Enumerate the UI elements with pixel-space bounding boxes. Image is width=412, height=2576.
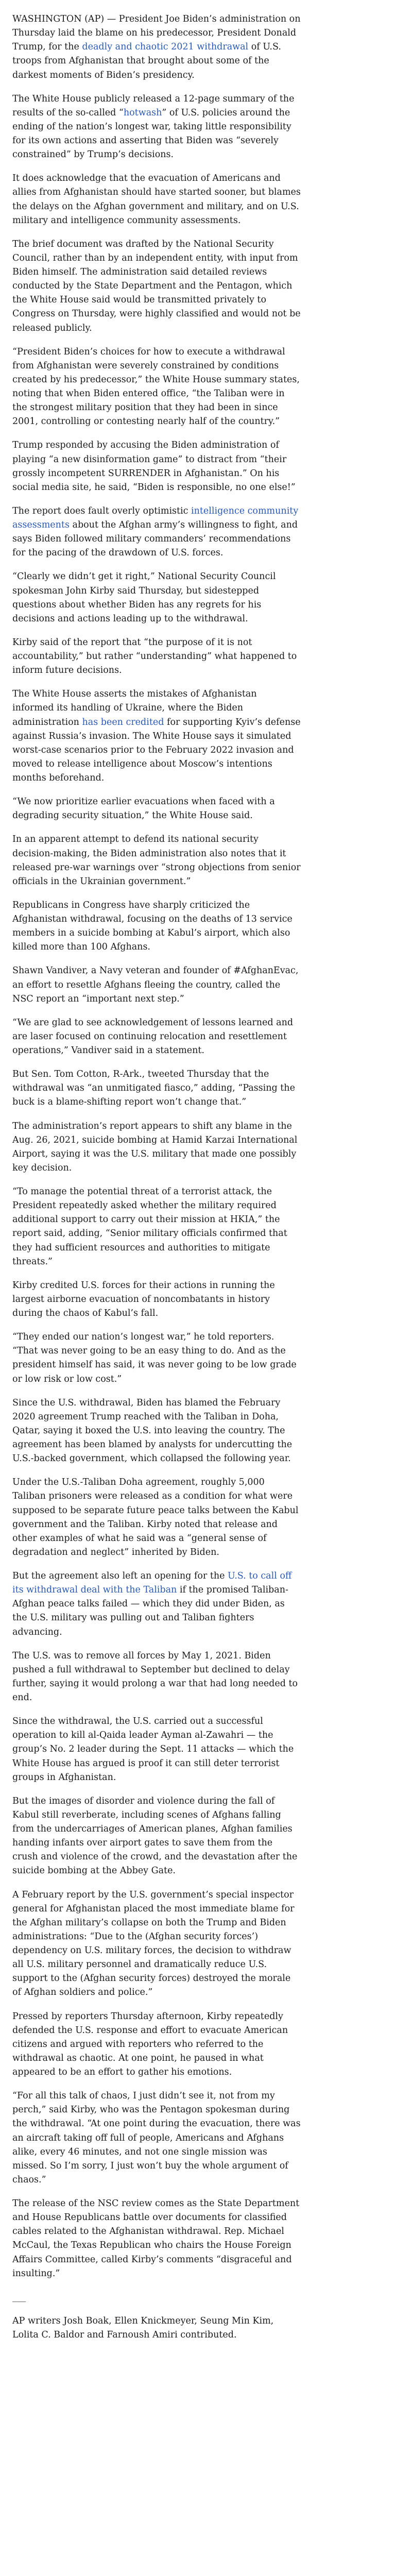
article-paragraph-4: The brief document was drafted by the National Security Council, rather than by an independent entity, with input from Biden himself. The administration said detailed reviews conducted by the State Department and the Pentagon, which the White House said would be transmitted privately to Congress on Thursday, were highly classified and would not be released publicly.	[12, 239, 301, 333]
article-paragraph-20: “They ended our nation’s longest war,” he told reporters. “That was never going to be an easy thing to do. And as the president himself has said, it was never going to be low grade or low risk or low cost.”	[12, 1332, 297, 1384]
article-paragraph-24: The U.S. was to remove all forces by May 1, 2021. Biden pushed a full withdrawal to September but declined to delay further, saying it would prolong a war that had long needed to end.	[12, 1650, 298, 1703]
article-paragraph-27: A February report by the U.S. government’s special inspector general for Afghanistan placed the most immediate blame for the Afghan military’s collapse on both the Trump and Biden administrations: “Due to the (Afghan security forces’) dependency on U.S. military forces, the decision to withdraw all U.S. military personnel and dramatically reduce U.S. support to the (Afghan security forces) destroyed the morale of Afghan soldiers and police.”	[12, 1889, 295, 1998]
article-paragraph-2: The White House publicly released a 12-page summary of the results of the so-called “hotwash” of U.S. policies around the ending of the nation’s longest war, taking little responsibility for its own actions and asserting that Biden was “severely constrained” by Trump’s decisions.	[12, 93, 295, 160]
article-paragraph-19: Kirby credited U.S. forces for their actions in running the largest airborne evacuation of noncombatants in history during the chaos of Kabul’s fall.	[12, 1280, 275, 1318]
article-paragraph-3: It does acknowledge that the evacuation of Americans and allies from Afghanistan should have started sooner, but blames the delays on the Afghan government and military, and on U.S. military and intelligence community assessments.	[12, 173, 301, 226]
article-paragraph-10: The White House asserts the mistakes of Afghanistan informed its handling of Ukraine, where the Biden administration has been credited for supporting Kyiv’s defense against Russia’s invasion. The White House says it simulated worst-case scenarios prior to the February 2022 invasion and moved to release intelligence about Moscow’s intentions months beforehand.	[12, 689, 301, 783]
link-hotwash[interactable]: hotwash	[123, 107, 162, 118]
article-paragraph-29: “For all this talk of chaos, I just didn’t see it, not from my perch,” said Kirby, who was the Pentagon spokesman during the withdrawal. “At one point during the evacuation, there was an aircraft taking off full of people, Americans and Afghans alike, every 46 minutes, and not one single mission was missed. So I’m sorry, I just won’t buy the whole argument of chaos.”	[12, 2091, 301, 2185]
link-has-been-credited[interactable]: has been credited	[82, 717, 164, 727]
article-paragraph-30: The release of the NSC review comes as the State Department and House Republicans battle over documents for classified cables related to the Afghanistan withdrawal. Rep. Michael McCaul, the Texas Republican who chairs the House Foreign Affairs Committee, called Kirby’s comments “disgraceful and insulting.”	[12, 2198, 300, 2279]
article-paragraph-17: The administration’s report appears to shift any blame in the Aug. 26, 2021, suicide bombing at Hamid Karzai International Airport, saying it was the U.S. military that made one possibly key decision.	[12, 1121, 298, 1173]
separator-underscores: ___	[12, 2292, 26, 2302]
article-paragraph-6: Trump responded by accusing the Biden administration of playing “a new disinformation game” to distract from “their grossly incompetent SURRENDER in Afghanistan.” On his social media site, he said, “Biden is responsible, no one else!”	[12, 440, 296, 493]
article-paragraph-8: “Clearly we didn’t get it right,” National Security Council spokesman John Kirby said Thursday, but sidestepped questions about whether Biden has any regrets for his decisions and actions leading up to the withdrawal.	[12, 571, 276, 624]
article-paragraph-1: WASHINGTON (AP) — President Joe Biden’s administration on Thursday laid the blame on his predecessor, President Donald Trump, for the deadly and chaotic 2021 withdrawal of U.S. troops from Afghanistan that brought about some of the darkest moments of Biden’s presidency.	[12, 14, 301, 80]
link-call-off-withdrawal-deal[interactable]: U.S. to call off its withdrawal deal with the Taliban	[12, 1571, 292, 1596]
article-paragraph-9: Kirby said of the report that “the purpose of it is not accountability,” but rather “understanding” what happened to inform future decisions.	[12, 637, 297, 676]
article-paragraph-5: “President Biden’s choices for how to execute a withdrawal from Afghanistan were severely constrained by conditions created by his predecessor,” the White House summary states, noting that when Biden entered office, “the Taliban were in the strongest military position that they had been in since 2001, controlling or contesting nearly half of the country.”	[12, 346, 300, 427]
article-paragraph-23: But the agreement also left an opening for the U.S. to call off its withdrawal deal with the Taliban if the promised Taliban-Afghan peace talks failed — which they did under Biden, as the U.S. military was pulling out and Taliban fighters advancing.	[12, 1571, 292, 1637]
article-paragraph-21: Since the U.S. withdrawal, Biden has blamed the February 2020 agreement Trump reached with the Taliban in Doha, Qatar, saying it boxed the U.S. into leaving the country. The agreement has been blamed by analysts for undercutting the U.S.-backed government, which collapsed the following year.	[12, 1397, 293, 1464]
link-intelligence-assessments[interactable]: intelligence community assessments	[12, 505, 299, 530]
article-paragraph-26: But the images of disorder and violence during the fall of Kabul still reverberate, including scenes of Afghans falling from the undercarriages of American planes, Afghan families handing infants over airport gates to save them from the crush and violence of the crowd, and the devastation after the suicide bombing at the Abbey Gate.	[12, 1795, 298, 1876]
article-paragraph-15: “We are glad to see acknowledgement of lessons learned and are laser focused on continuing relocation and resettlement operations,” Vandiver said in a statement.	[12, 1017, 294, 1056]
article-paragraph-14: Shawn Vandiver, a Navy veteran and founder of #AfghanEvac, an effort to resettle Afghans fleeing the country, called the NSC report an “important next step.”	[12, 965, 299, 1004]
article-paragraph-16: But Sen. Tom Cotton, R-Ark., tweeted Thursday that the withdrawal was “an unmitigated fiasco,” adding, “Passing the buck is a blame-shifting report won’t change that.”	[12, 1069, 295, 1108]
article-paragraph-25: Since the withdrawal, the U.S. carried out a successful operation to kill al-Qaida leader Ayman al-Zawahri — the group’s No. 2 leader during the Sept. 11 attacks — which the White House has argued is proof it can still deter terrorist groups in Afghanistan.	[12, 1716, 294, 1783]
article-paragraph-13: Republicans in Congress have sharply criticized the Afghanistan withdrawal, focusing on the deaths of 13 service members in a suicide bombing at Kabul’s airport, which also killed more than 100 Afghans.	[12, 900, 293, 953]
article-paragraph-11: “We now prioritize earlier evacuations when faced with a degrading security situation,” the White House said.	[12, 796, 275, 821]
article-paragraph-12: In an apparent attempt to defend its national security decision-making, the Biden administration also notes that it released pre-war warnings over “strong objections from senior officials in the Ukrainian government.”	[12, 834, 301, 887]
article-paragraph-18: “To manage the potential threat of a terrorist attack, the President repeatedly asked whether the military required additional support to carry out their mission at HKIA,” the report said, adding, “Senior military officials confirmed that they had sufficient resources and authorities to mitigate threats.”	[12, 1187, 287, 1267]
article-paragraph-22: Under the U.S.-Taliban Doha agreement, roughly 5,000 Taliban prisoners were released as a condition for what were supposed to be separate future peace talks between the Kabul government and the Taliban. Kirby noted that release and other examples of what he said was a “general sense of degradation and neglect” inherited by Biden.	[12, 1477, 299, 1557]
contributors-line: AP writers Josh Boak, Ellen Knickmeyer, Seung Min Kim, Lolita C. Baldor and Farnoush Amiri contributed.	[12, 2315, 274, 2340]
article-paragraph-28: Pressed by reporters Thursday afternoon, Kirby repeatedly defended the U.S. response and effort to evacuate American citizens and argued with reporters who referred to the withdrawal as chaotic. At one point, he paused in what appeared to be an effort to gather his emotions.	[12, 2011, 288, 2077]
article-body	[12, 12, 301, 2352]
link-deadly-chaotic-withdrawal[interactable]: deadly and chaotic 2021 withdrawal	[82, 42, 249, 53]
article-paragraph-7: The report does fault overly optimistic intelligence community assessments about the Afghan army’s willingness to fight, and says Biden followed military commanders’ recommendations for the pacing of the drawdown of U.S. forces.	[12, 505, 299, 558]
